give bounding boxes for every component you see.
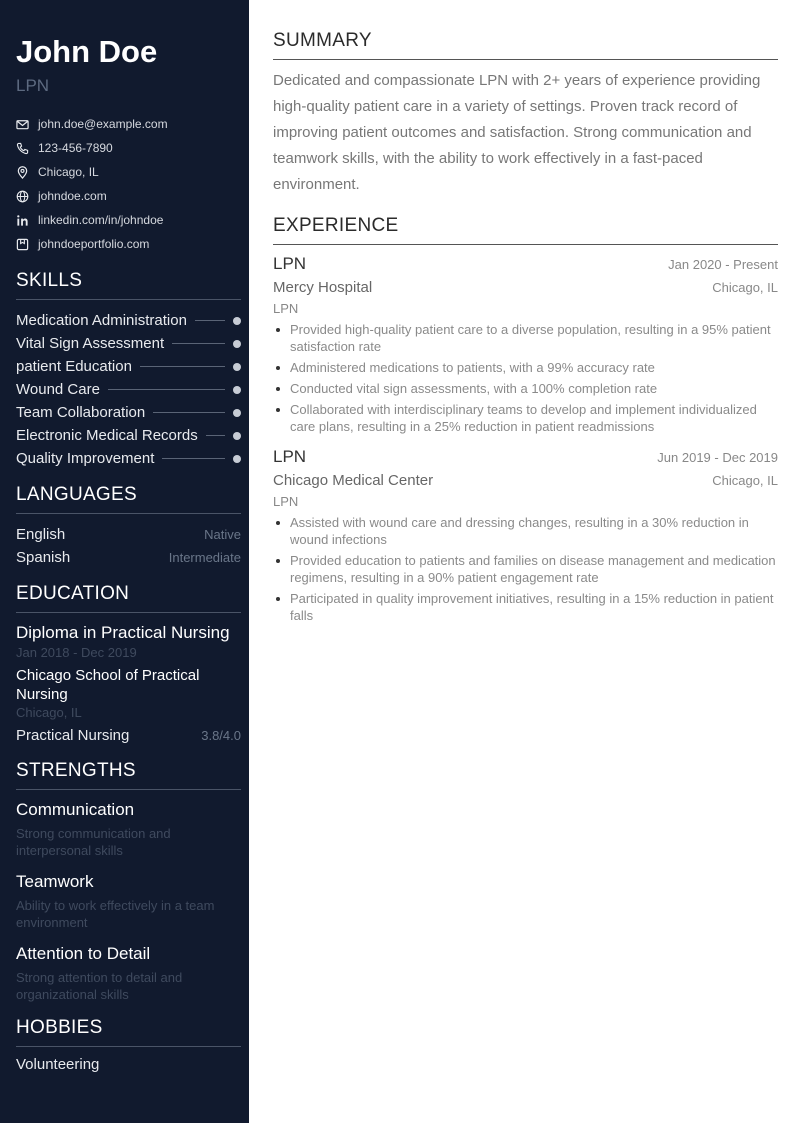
contact-text: linkedin.com/in/johndoe bbox=[38, 213, 164, 227]
skills-list bbox=[16, 309, 241, 470]
strength-title: Communication bbox=[16, 800, 135, 819]
email-icon bbox=[16, 118, 29, 131]
education-gpa: 3.8/4.0 bbox=[201, 728, 241, 743]
contact-email[interactable] bbox=[16, 112, 241, 136]
contact-text: Chicago, IL bbox=[38, 165, 99, 179]
job-bullet: Participated in quality improvement initiatives, resulting in a 15% reduction in patient falls bbox=[273, 590, 778, 624]
summary-text: Dedicated and compassionate LPN with 2+ years of experience providing high-quality patient care in a variety of settings. Proven track record of improving patient outcomes and satisfaction. Strong communication and teamwork skills, with the ability to work effectively in a fast-paced environment. bbox=[273, 72, 761, 193]
contact-text: johndoe.com bbox=[38, 189, 107, 203]
portfolio-icon bbox=[16, 238, 29, 251]
education-school: Chicago School of Practical Nursing bbox=[16, 667, 200, 703]
education-dates: Jan 2018 - Dec 2019 bbox=[16, 645, 137, 660]
language-level: Intermediate bbox=[168, 550, 241, 565]
skill-dot bbox=[233, 340, 241, 348]
contact-list bbox=[16, 112, 241, 256]
contact-portfolio[interactable] bbox=[16, 232, 241, 256]
experience-entry bbox=[273, 253, 778, 435]
strength-item bbox=[16, 799, 241, 859]
skills-heading: SKILLS bbox=[16, 270, 241, 300]
strength-title: Teamwork bbox=[16, 872, 94, 891]
sidebar bbox=[0, 0, 249, 1123]
candidate-role: LPN bbox=[16, 76, 50, 95]
contact-text: 123-456-7890 bbox=[38, 141, 113, 155]
job-bullets bbox=[273, 321, 778, 435]
linkedin-icon bbox=[16, 214, 29, 227]
language-level: Native bbox=[204, 527, 241, 542]
education-degree: Diploma in Practical Nursing bbox=[16, 623, 230, 642]
skill-label: Team Collaboration bbox=[16, 404, 146, 421]
job-bullet: Conducted vital sign assessments, with a 100% completion rate bbox=[273, 380, 778, 397]
skill-label: patient Education bbox=[16, 358, 132, 375]
strengths-heading: STRENGTHS bbox=[16, 760, 241, 790]
summary-heading: SUMMARY bbox=[273, 30, 778, 60]
job-bullet: Collaborated with interdisciplinary teams to develop and implement individualized care plans, resulting in a 25% reduction in patient readmissions bbox=[273, 401, 778, 435]
job-subtitle: LPN bbox=[273, 494, 299, 509]
job-dates: Jan 2020 - Present bbox=[668, 257, 778, 272]
skill-dot bbox=[233, 386, 241, 394]
experience-heading: EXPERIENCE bbox=[273, 215, 778, 245]
skill-dot bbox=[233, 432, 241, 440]
language-name: English bbox=[16, 526, 66, 543]
skill-label: Medication Administration bbox=[16, 312, 187, 329]
languages-heading: LANGUAGES bbox=[16, 484, 241, 514]
education-location: Chicago, IL bbox=[16, 705, 82, 720]
education-heading: EDUCATION bbox=[16, 583, 241, 613]
job-bullet: Assisted with wound care and dressing changes, resulting in a 30% reduction in wound infections bbox=[273, 514, 778, 548]
job-subtitle: LPN bbox=[273, 301, 299, 316]
contact-linkedin[interactable] bbox=[16, 208, 241, 232]
experience-entry bbox=[273, 446, 778, 624]
job-title: LPN bbox=[273, 254, 307, 273]
hobby-item: Volunteering bbox=[16, 1056, 100, 1073]
skill-dot bbox=[233, 409, 241, 417]
job-dates: Jun 2019 - Dec 2019 bbox=[657, 450, 778, 465]
job-bullet: Provided high-quality patient care to a diverse population, resulting in a 95% patient satisfaction rate bbox=[273, 321, 778, 355]
job-bullet: Administered medications to patients, with a 99% accuracy rate bbox=[273, 359, 778, 376]
skill-label: Wound Care bbox=[16, 381, 100, 398]
job-location: Chicago, IL bbox=[712, 473, 778, 488]
contact-location bbox=[16, 160, 241, 184]
skill-dot bbox=[233, 317, 241, 325]
skill-dot bbox=[233, 363, 241, 371]
skill-dot bbox=[233, 455, 241, 463]
contact-text: johndoeportfolio.com bbox=[38, 237, 150, 251]
strength-title: Attention to Detail bbox=[16, 944, 151, 963]
job-bullet: Provided education to patients and families on disease management and medication regimens, resulting in a 90% patient engagement rate bbox=[273, 552, 778, 586]
language-item bbox=[16, 523, 241, 546]
job-company: Chicago Medical Center bbox=[273, 472, 434, 489]
location-pin-icon bbox=[16, 166, 29, 179]
contact-text: john.doe@example.com bbox=[38, 117, 168, 131]
job-bullets bbox=[273, 514, 778, 624]
skill-item bbox=[16, 355, 241, 378]
candidate-name: John Doe bbox=[16, 34, 158, 69]
skill-label: Electronic Medical Records bbox=[16, 427, 198, 444]
contact-phone[interactable] bbox=[16, 136, 241, 160]
skill-item bbox=[16, 309, 241, 332]
strength-item bbox=[16, 871, 241, 931]
globe-icon bbox=[16, 190, 29, 203]
skill-item bbox=[16, 378, 241, 401]
skill-label: Vital Sign Assessment bbox=[16, 335, 165, 352]
education-field: Practical Nursing bbox=[16, 727, 130, 744]
job-title: LPN bbox=[273, 447, 307, 466]
main-content bbox=[273, 30, 778, 628]
skill-label: Quality Improvement bbox=[16, 450, 155, 467]
skill-item bbox=[16, 332, 241, 355]
skill-item bbox=[16, 447, 241, 470]
job-location: Chicago, IL bbox=[712, 280, 778, 295]
strength-item bbox=[16, 943, 241, 1003]
language-name: Spanish bbox=[16, 549, 71, 566]
skill-item bbox=[16, 424, 241, 447]
phone-icon bbox=[16, 142, 29, 155]
strength-description: Strong attention to detail and organizational skills bbox=[16, 970, 183, 1002]
strength-description: Strong communication and interpersonal skills bbox=[16, 826, 171, 858]
skill-item bbox=[16, 401, 241, 424]
education-entry bbox=[16, 622, 241, 746]
hobbies-heading: HOBBIES bbox=[16, 1017, 241, 1047]
job-company: Mercy Hospital bbox=[273, 279, 373, 296]
strength-description: Ability to work effectively in a team environment bbox=[16, 898, 215, 930]
language-item bbox=[16, 546, 241, 569]
languages-list bbox=[16, 523, 241, 569]
contact-website[interactable] bbox=[16, 184, 241, 208]
education-field-row bbox=[16, 726, 241, 746]
